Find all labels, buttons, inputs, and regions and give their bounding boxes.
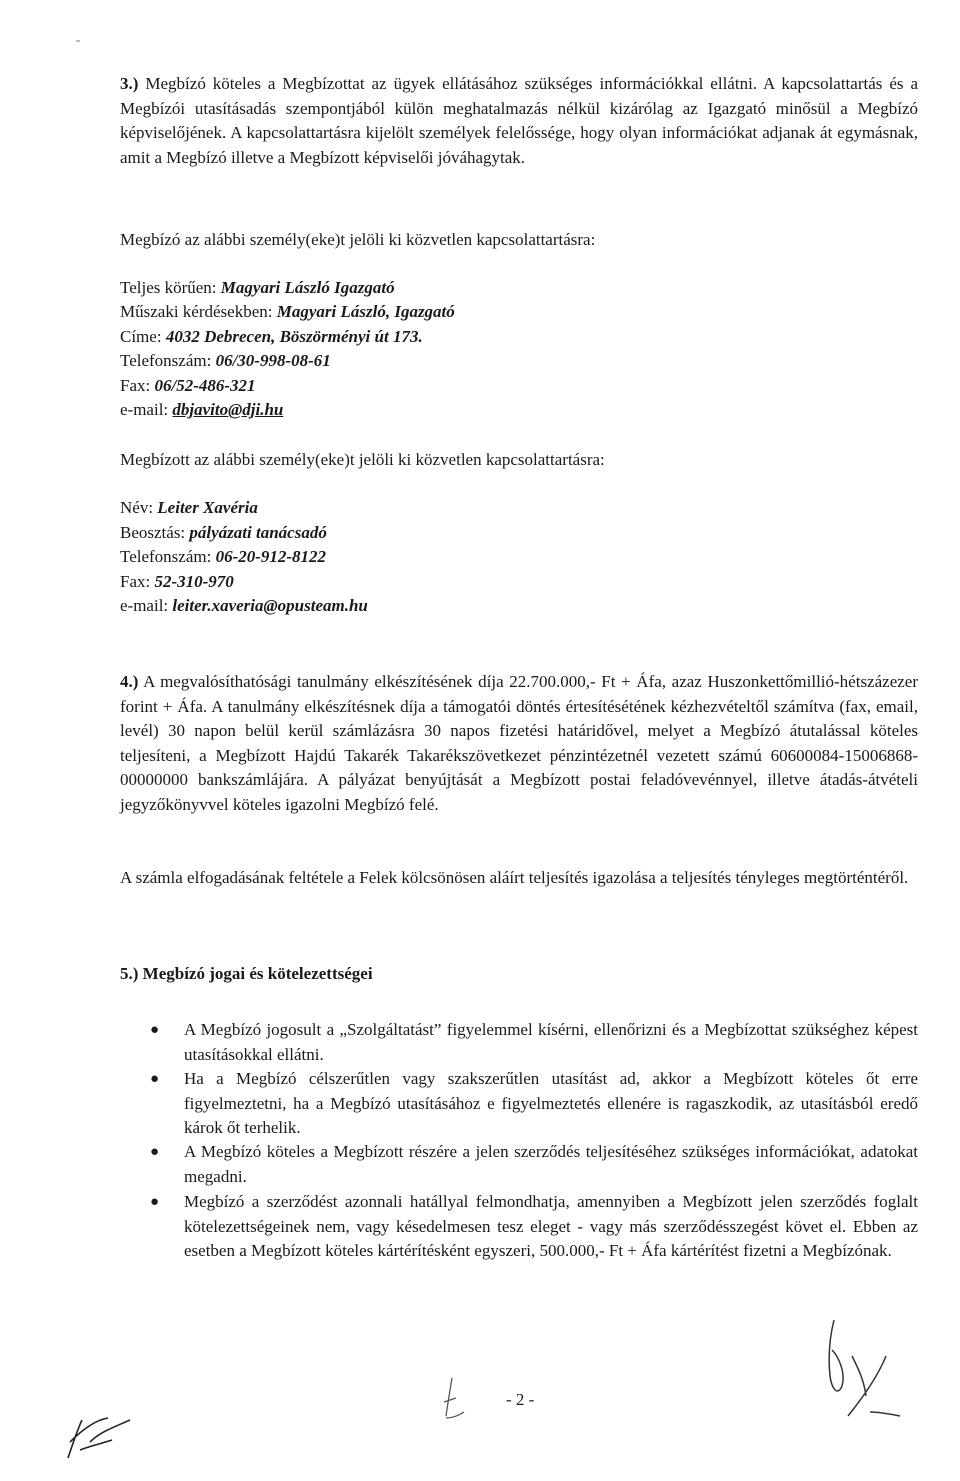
client-address-label: Címe: xyxy=(120,327,162,346)
client-email-link[interactable]: dbjavito@dji.hu xyxy=(172,400,284,419)
contractor-position-label: Beosztás: xyxy=(120,523,186,542)
client-fax xyxy=(120,374,256,398)
client-phone-value: 06/30-998-08-61 xyxy=(215,351,331,370)
contractor-email-link[interactable]: leiter.xaveria@opusteam.hu xyxy=(172,596,368,615)
section-5-heading: 5.) Megbízó jogai és kötelezettségei xyxy=(120,964,373,983)
contractor-fax xyxy=(120,570,234,594)
section-5-bullet-1: A Megbízó jogosult a „Szolgáltatást” figyelemmel kísérni, ellenőrizni és a Megbízottat szükséghez képest utasításokkal ellátni. xyxy=(184,1020,918,1064)
contractor-phone-label: Telefonszám: xyxy=(120,547,212,566)
contractor-phone xyxy=(120,545,326,569)
client-fax-label: Fax: xyxy=(120,376,151,395)
section-3-heading: 3.) xyxy=(120,74,139,93)
client-technical-contact xyxy=(120,300,455,324)
section-4-heading: 4.) xyxy=(120,672,139,691)
client-technical-label: Műszaki kérdésekben: xyxy=(120,302,273,321)
section-3-paragraph xyxy=(120,72,918,170)
section-4-text: A megvalósíthatósági tanulmány elkészítésének díja 22.700.000,- Ft + Áfa, azaz Huszonkettőmillió-hétszázezer forint + Áfa. A tanulmány elkészítésnek díja a támogatói döntés értesítésétének kézhezvételtől számítva (fax, email, levél) 30 napon belül kerül számlázásra 30 napos fizetési határidővel, melyet a Megbízó átutalással köteles teljesíteni, a Megbízott Hajdú Takarék Takarékszövetkezet pénzintézetnél vezetett számú 60600084-15006868-00000000 bankszámlájára. A pályázat benyújtását a Megbízott postai feladóvevénnyel, illetve átadás-átvételi jegyzőkönyvvel köteles igazolni Megbízó felé. xyxy=(120,672,918,814)
client-phone xyxy=(120,349,331,373)
client-contact-intro: Megbízó az alábbi személy(eke)t jelöli ki közvetlen kapcsolattartásra: xyxy=(120,230,596,249)
contractor-fax-value: 52-310-970 xyxy=(154,572,234,591)
contractor-contact-intro: Megbízott az alábbi személy(eke)t jelöli ki közvetlen kapcsolattartásra: xyxy=(120,450,605,469)
client-address xyxy=(120,325,423,349)
section-3-text: Megbízó köteles a Megbízottat az ügyek ellátásához szükséges információkkal ellátni. A kapcsolattartás és a Megbízói utasításadás szempontjából külön meghatalmazás nélkül kizárólag az Igazgató minősül a Megbízó képviselőjének. A kapcsolattartásra kijelölt személyek felelőssége, hogy olyan információkat adjanak át egymásnak, amit a Megbízó illetve a Megbízott képviselői jóváhagytak. xyxy=(120,74,919,167)
section-5-bullet-4: Megbízó a szerződést azonnali hatállyal felmondhatja, amennyiben a Megbízott jelen szerződés foglalt kötelezettségeinek nem, vagy késedelmesen tesz eleget - vagy más szerződésszegést követ el. Ebben az esetben a Megbízott köteles kártérítésként egyszeri, 500.000,- Ft + Áfa kártérítést fizetni a Megbízónak. xyxy=(184,1192,918,1261)
page-number: - 2 - xyxy=(506,1390,535,1409)
initials-signature-right xyxy=(808,1316,908,1426)
contractor-position-value: pályázati tanácsadó xyxy=(189,523,327,542)
client-fax-value: 06/52-486-321 xyxy=(154,376,256,395)
client-phone-label: Telefonszám: xyxy=(120,351,212,370)
bullet-icon: ● xyxy=(150,1071,160,1087)
initials-signature-left xyxy=(60,1380,140,1470)
contractor-name-value: Leiter Xavéria xyxy=(157,498,258,517)
bullet-icon: ● xyxy=(150,1022,160,1038)
initials-signature-center xyxy=(438,1372,478,1432)
client-general-label: Teljes körűen: xyxy=(120,278,217,297)
client-email xyxy=(120,398,283,422)
contractor-phone-value: 06-20-912-8122 xyxy=(215,547,327,566)
contractor-email xyxy=(120,594,368,618)
contractor-position xyxy=(120,521,327,545)
contractor-fax-label: Fax: xyxy=(120,572,151,591)
client-email-label: e-mail: xyxy=(120,400,169,419)
client-address-value: 4032 Debrecen, Böszörményi út 173. xyxy=(165,327,423,346)
contractor-name xyxy=(120,496,258,520)
client-general-value: Magyari László Igazgató xyxy=(220,278,395,297)
client-general-contact xyxy=(120,276,395,300)
bullet-icon: ● xyxy=(150,1144,160,1160)
section-5-bullet-2: Ha a Megbízó célszerűtlen vagy szakszerűtlen utasítást ad, akkor a Megbízott köteles őt erre figyelmeztetni, ha a Megbízó utasításához e figyelmeztetés ellenére is ragaszkodik, az utasításból eredő károk őt terhelik. xyxy=(184,1069,918,1138)
bullet-icon: ● xyxy=(150,1194,160,1210)
contractor-name-label: Név: xyxy=(120,498,154,517)
section-5-bullet-3: A Megbízó köteles a Megbízott részére a jelen szerződés teljesítéséhez szükséges információkat, adatokat megadni. xyxy=(184,1142,918,1186)
client-technical-value: Magyari László, Igazgató xyxy=(276,302,455,321)
section-4-paragraph-2: A számla elfogadásának feltétele a Felek kölcsönösen aláírt teljesítés igazolása a teljesítés tényleges megtörténtéről. xyxy=(120,868,909,887)
contractor-email-label: e-mail: xyxy=(120,596,169,615)
scan-speck xyxy=(76,40,80,42)
section-4-paragraph xyxy=(120,670,918,818)
